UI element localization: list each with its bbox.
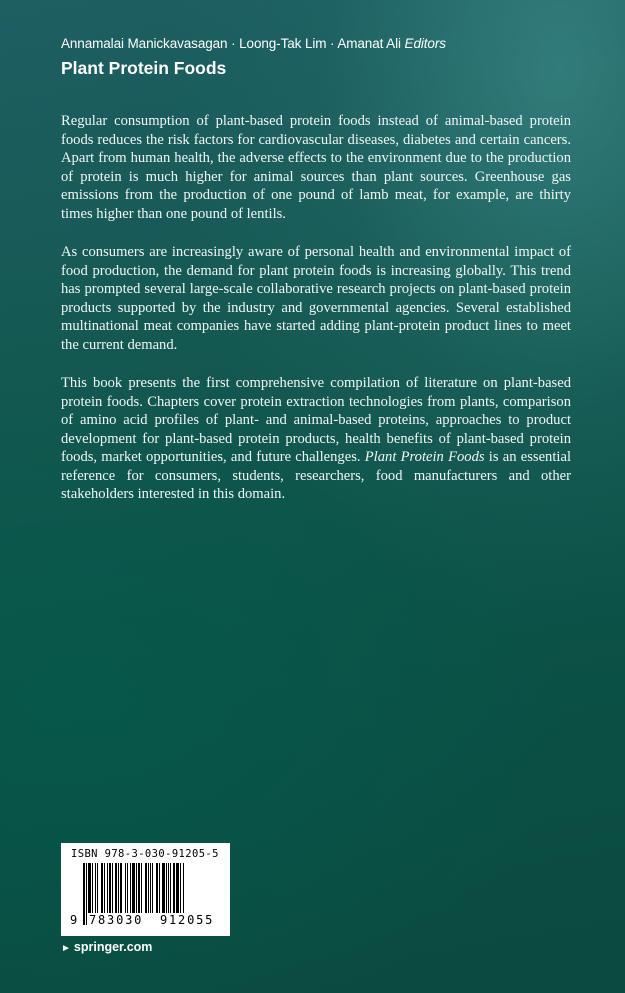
publisher-link[interactable] bbox=[61, 940, 152, 954]
barcode-bar bbox=[115, 863, 117, 913]
barcode-digit-group-1: 783030 bbox=[89, 913, 144, 927]
barcode-bar bbox=[112, 863, 113, 913]
isbn-barcode bbox=[61, 843, 230, 936]
publisher-url: springer.com bbox=[73, 940, 153, 954]
barcode-digit-group-2: 912055 bbox=[160, 913, 215, 927]
barcode-bar bbox=[127, 863, 128, 913]
barcode-bar bbox=[173, 863, 175, 913]
barcode-bar bbox=[118, 863, 119, 913]
blurb-paragraph-3 bbox=[61, 374, 571, 504]
barcode-bar bbox=[141, 863, 142, 913]
barcode-bar bbox=[109, 863, 112, 913]
book-title: Plant Protein Foods bbox=[61, 58, 227, 78]
barcode-bar bbox=[88, 863, 91, 913]
barcode-bar bbox=[120, 863, 122, 913]
blurb-paragraph-1: Regular consumption of plant-based protein foods instead of animal-based protein foods reduces the risk factors for cardiovascular diseases, diabetes and certain cancers. Apart from human health, the adverse effects to the environment due to the production of protein is much higher for animal sources than plant sources. Greenhouse gas emissions from the production of one pound of lamb meat, for example, are thirty times higher than one pound of lentils. bbox=[61, 113, 571, 222]
barcode-bar bbox=[156, 863, 158, 913]
blurb-paragraph-3-text-b: is an essential reference for consumers, students, researchers, food manufacturers and other stakeholders interested in this domain. bbox=[61, 449, 571, 502]
barcode-bar bbox=[162, 863, 165, 913]
barcode-bar bbox=[176, 863, 179, 913]
barcode-bar bbox=[159, 863, 160, 913]
editors-role: Editors bbox=[404, 36, 446, 51]
barcode-bar bbox=[168, 863, 170, 913]
arrow-right-icon: ► bbox=[61, 943, 71, 954]
barcode-lead-digit: 9 bbox=[70, 913, 78, 927]
barcode-digits bbox=[65, 913, 227, 929]
barcode-bar bbox=[180, 863, 181, 913]
blurb-paragraph-3-text-a: This book presents the first comprehensive compilation of literature on plant-based protein foods. Chapters cover protein extraction technologies from plants, comparison of amino acid profiles of plant- and animal-based proteins, approaches to product development for plant-based protein products, health benefits of plant-based protein foods, market opportunities, and future challenges. bbox=[61, 375, 571, 465]
editors-line bbox=[61, 36, 446, 51]
barcode-bar bbox=[92, 863, 94, 913]
blurb-book-title-italic: Plant Protein Foods bbox=[364, 449, 485, 465]
back-cover-blurb bbox=[61, 112, 571, 524]
barcode-bar bbox=[125, 863, 126, 913]
barcode-bar bbox=[145, 863, 147, 913]
barcode-bar bbox=[101, 863, 103, 913]
barcode-bar bbox=[104, 863, 105, 913]
barcode-bar bbox=[150, 863, 151, 913]
barcode-bar bbox=[170, 863, 171, 913]
barcode-bar bbox=[152, 863, 153, 913]
blurb-paragraph-2: As consumers are increasingly aware of personal health and environmental impact of food production, the demand for plant protein foods is increasing globally. This trend has prompted several large-scale collaborative research projects on plant-based protein products supported by the industry and governmental agencies. Several established multinational meat companies have started adding plant-protein product lines to meet the current demand. bbox=[61, 244, 571, 353]
isbn-text: ISBN 978-3-030-91205-5 bbox=[71, 848, 219, 860]
barcode-bar bbox=[148, 863, 149, 913]
barcode-bar bbox=[107, 863, 108, 913]
barcode-bar bbox=[138, 863, 140, 913]
barcode-bar bbox=[130, 863, 132, 913]
editors-names: Annamalai Manickavasagan · Loong-Tak Lim · Amanat Ali bbox=[61, 36, 401, 51]
barcode-bar bbox=[95, 863, 96, 913]
barcode-bar bbox=[97, 863, 98, 913]
barcode-bar bbox=[166, 863, 167, 913]
